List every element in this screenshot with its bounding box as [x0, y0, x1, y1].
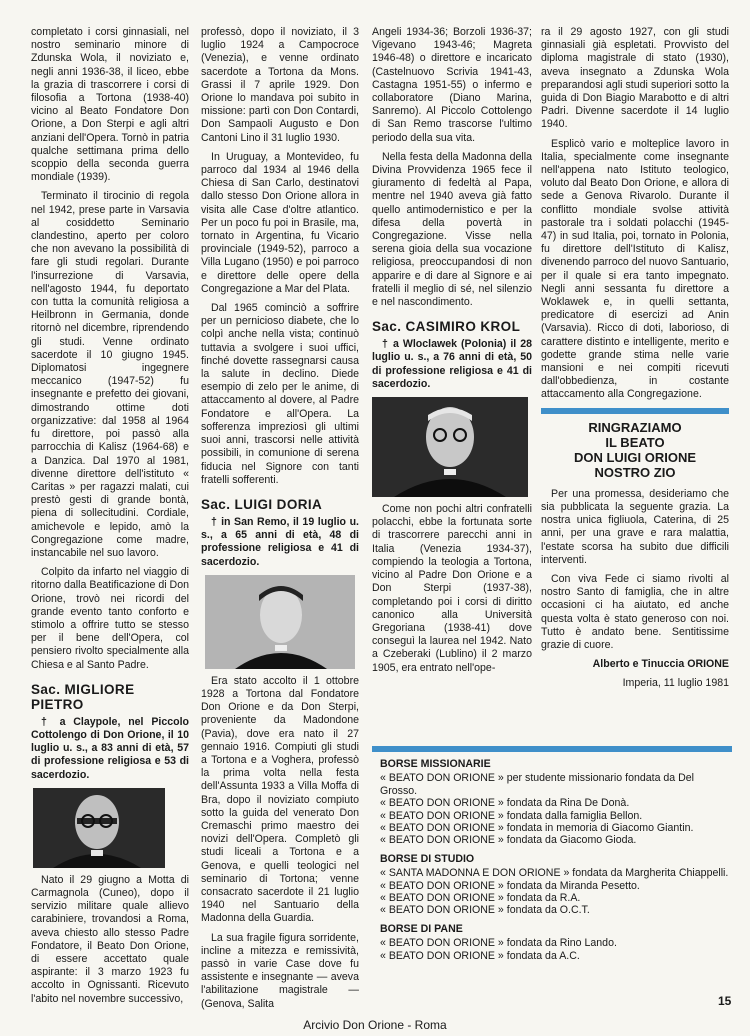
paragraph: Terminato il tirocinio di regola nel 1942, prese parte in Varsavia al cosiddetto Seminario clandestino, aperto per coloro che non avevano la possibilità di fare gli studi regolari. Durante l'insurrezione di Varsavia, nell'agosto 1944, fu deportato con tutta la comunità religiosa a Heilbronn in Germania, donde ritornò nel dicembre, riprendendo gli studi. Venne ordinato sacerdote il 10 giugno 1945. Diplomatosi ingegnere meccanico (1947-52) fu insegnante e prefetto dei giovani, dimostrando ottime doti organizzative: dal 1958 al 1964 fu direttore, poi passò alla parrocchia di Kalisz (1964-68) e a Danzica. Dal 1970 al 1981, divenne direttore dell'istituto « Caritas » per ragazzi malati, cui prestò gesti di grande bontà, piena di sollecitudini. Cordiale, amichevole e lepido, amò la Congregazione come madre, instancabile nel suo lavoro.: [31, 190, 189, 559]
divider-bar: [541, 408, 729, 414]
paragraph: Era stato accolto il 1 ottobre 1928 a Tortona dal Fondatore Don Orione e da Don Sterpi, proveniente da Madondone (Pavia), dove era nato il 27 gennaio 1916. Compiuti gli studi a Tortona e a Voghera, professò la prima volta nella festa dell'Assunta 1933 a Villa Moffa di Bra, dopo il noviziato compiuto sotto la guida del venerato Don Cremaschi primo maestro dei novizi dell'Opera. Completò gli studi liceali a Tortona e a Genova, e quelli teologici nel seminario di Tortona; venne consacrato sacerdote il 21 luglio 1940 nel Santuario della Madonna della Guardia.: [201, 674, 359, 925]
studio-list: [372, 867, 732, 917]
paragraph: In Uruguay, a Montevideo, fu parroco dal 1934 al 1946 della Chiesa di San Carlo, destinatovi dallo stesso Don Orione allora in visita alle Case d'oltre atlantico. Per un poco fu poi in Brasile, ma, tornato in Argentina, fu Vicario provinciale (1949-52), parroco a Villa Lugano (1950) e poi parroco e direttore delle opere della Congregazione a Mar del Plata.: [201, 150, 359, 295]
section-title: BORSE MISSIONARIE: [380, 758, 491, 770]
missionarie-list: [372, 772, 732, 846]
obituary-title: Sac. CASIMIRO KROL: [372, 319, 521, 335]
title-line: NOSTRO ZIO: [594, 464, 676, 480]
list-item: « SANTA MADONNA E DON ORIONE » fondata da Margherita Chiappelli.: [380, 867, 729, 880]
paragraph: Come non pochi altri confratelli polacchi, ebbe la fortunata sorte di trascorrere parecchi anni in Italia (Venezia 1934-37), compiendo la teologia a Tortona, vicino al Padre Don Orione e a Don Sterpi (1937-38), completando poi i corsi di diritto canonico alla Università Gregoriana (1938-41) dove conseguì la laurea nel 1942. Nato a Czeberaki (Lublino) il 2 marzo 1905, era entrato nell'ope-: [372, 503, 532, 674]
column-1: [31, 26, 189, 1012]
section-title: BORSE DI STUDIO: [380, 852, 475, 865]
obituary-death-notice: † in San Remo, il 19 luglio u. s., a 65 anni di età, 48 di professione religiosa e 41 di sacerdozio.: [201, 515, 359, 568]
thanksgiving-title: [541, 420, 729, 480]
list-item: « BEATO DON ORIONE » fondata dalla famiglia Bellon.: [380, 809, 643, 822]
divider-bar: [372, 746, 732, 752]
signature-place-date: Imperia, 11 luglio 1981: [622, 677, 729, 690]
portrait-photo: [33, 788, 165, 868]
section-title: BORSE DI PANE: [380, 922, 463, 935]
list-item: « BEATO DON ORIONE » per studente missionario fondata da Del Grosso.: [380, 772, 695, 797]
list-item: « BEATO DON ORIONE » fondata da Rina De Donà.: [380, 797, 630, 810]
column-2: [201, 26, 359, 1017]
list-item: « BEATO DON ORIONE » fondata da A.C.: [380, 949, 580, 962]
paragraph: Dal 1965 cominciò a soffrire per un pernicioso diabete, che lo colpì anche nella vista; continuò tuttavia a svolgere i suoi uffici, finché dovette rassegnarsi causa la salute in declino. Diede esempio di zelo per le anime, di attaccamento al dovere, al Padre Fondatore e all'Opera. La sofferenza impreziosì gli ultimi suoi anni, trascorsi nelle attività possibili, in comunione di serena fiducia nel Signore con tanti fratelli sofferenti.: [201, 302, 359, 486]
title-line: DON LUIGI ORIONE: [573, 449, 697, 465]
archive-footer: Arcivio Don Orione - Roma: [303, 1018, 447, 1032]
list-item: « BEATO DON ORIONE » fondata da R.A.: [380, 892, 581, 905]
paragraph: completato i corsi ginnasiali, nel nostro seminario minore di Zdunska Wola, il noviziato e, negli anni 1936-38, il liceo, ebbe la grazia di trascorrere i corsi di filosofia a Tortona (1938-40) vicino al Beato Fondatore Don Orione, a Don Sterpi e agli altri anziani dell'Opera. Tornò in patria qualche settimana prima dello scoppio della seconda guerra mondiale (1939).: [31, 26, 189, 184]
paragraph: Angeli 1934-36; Borzoli 1936-37; Vigevano 1943-46; Magreta 1946-48) o direttore e incaricato (Castelnuovo Scrivia 1941-43, Castagna 1951-55) o infermo e collaboratore (Diano Marina, Sanremo). Al Piccolo Cottolengo di San Remo trascorse l'ultimo periodo della sua vita.: [372, 26, 532, 144]
signature: Alberto e Tinuccia ORIONE: [592, 658, 729, 671]
paragraph: Nato il 29 giugno a Motta di Carmagnola (Cuneo), dopo il servizio militare quale allievo carabiniere, trovandosi a Roma, aveva chiesto allo stesso Padre Fondatore, il Beato Don Orione, di essere accettato quale aspirante: il 3 marzo 1923 fu accolto in Ognissanti. Ricevuto l'abito nel novembre successivo,: [31, 873, 189, 1005]
page-number: 15: [718, 994, 732, 1008]
list-item: « BEATO DON ORIONE » fondata da Miranda Pesetto.: [380, 879, 640, 892]
title-line: IL BEATO: [605, 434, 665, 450]
portrait-photo: [372, 397, 528, 497]
column-4: [541, 26, 729, 697]
column-3: [372, 26, 532, 681]
list-item: « BEATO DON ORIONE » fondata da Giacomo Gioda.: [380, 834, 637, 847]
pane-list: [372, 937, 732, 962]
paragraph: Con viva Fede ci siamo rivolti al nostro Santo di famiglia, che in altre occasioni ci ha aiutato, ed anche questa volta è stato generoso con noi. Tutto è andato bene. Sentitissime grazie di cuore.: [541, 572, 729, 651]
paragraph: Colpito da infarto nel viaggio di ritorno dalla Beatificazione di Don Orione, trovò nei ricordi del grande evento tanto conforto e stimolo a offrire tutto se stesso per il bene dell'Opera, col pensiero rivolto specialmente alla Chiesa e al Santo Padre.: [31, 566, 189, 671]
list-item: « BEATO DON ORIONE » fondata in memoria di Giacomo Giantin.: [380, 822, 694, 835]
obituary-title: Sac. MIGLIORE PIETRO: [31, 681, 135, 712]
paragraph: Nella festa della Madonna della Divina Provvidenza 1965 fece il giuramento di fedeltà al Papa, mentre nel 1940 aveva già fatto quello antimodernistico e per la difesa della povertà in Congregazione. Visse nella serena gioia della sua vocazione religiosa, preoccupandosi di non apparire e di dare al Signore e ai fratelli il meglio di sé, nel silenzio e nel nascondimento.: [372, 150, 532, 309]
borse-section: [372, 742, 732, 962]
portrait-photo: [205, 575, 355, 669]
paragraph: La sua fragile figura sorridente, incline a mitezza e remissività, passò in varie Case dove fu assistente e insegnante — aveva l'abilitazione magistrale — (Genova, Salita: [201, 931, 359, 1010]
paragraph: professò, dopo il noviziato, il 3 luglio 1924 a Campocroce (Venezia), e venne ordinato sacerdote a Tortona da Mons. Grassi il 7 aprile 1929. Don Orione lo mandava poi subito in missione: partì con Don Contardi, Don Sampaoli Augusto e Don Cantoni Lino il 31 luglio 1930.: [201, 26, 359, 144]
obituary-death-notice: † a Claypole, nel Piccolo Cottolengo di Don Orione, il 10 luglio u. s., a 83 anni di età, 57 di professione religiosa e 53 di sacerdozio.: [31, 715, 189, 781]
obituary-death-notice: † a Wloclawek (Polonia) il 28 luglio u. s., a 76 anni di età, 50 di professione religiosa e 41 di sacerdozio.: [372, 338, 532, 390]
paragraph: Per una promessa, desideriamo che sia pubblicata la seguente grazia. La nostra unica figliuola, Caterina, di 25 anni, per una grave e rara malattia, l'estate scorsa ha subito due difficili interventi.: [541, 487, 729, 566]
title-line: RINGRAZIAMO: [588, 419, 682, 435]
list-item: « BEATO DON ORIONE » fondata da O.C.T.: [380, 904, 590, 917]
paragraph: Esplicò vario e molteplice lavoro in Italia, specialmente come insegnante nell'appena nato Istituto teologico, voluto dal Beato Don Orione, e allora di sede a Genova Rivarolo. Durante il conflitto mondiale svolse attività pastorale tra i soldati polacchi (1945-47) in sud Italia, poi, tornato in Polonia, fu direttore dell'Istituto di Kalisz, divenendo parroco del nuovo Santuario, per il quale si era tanto impegnato. Negli anni sessanta fu direttore a Woklawek e, in quelli settanta, predicatore di esercizi ad Anin (Varsavia). Ricco di doti, laborioso, di carattere distinto e intelligente, merito e godette grande stima nelle varie mansioni e nei compiti ricevuti dall'obbedienza, in costante attaccamento alla Congregazione.: [541, 137, 729, 401]
paragraph: ra il 29 agosto 1927, con gli studi ginnasiali già espletati. Provvisto del diploma magistrale di stato (1930), aveva insegnato a Zdunska Wola preparandosi agli studi superiori sotto la guida di Don Biagio Marabotto e di altri Padri. Divenne sacerdote il 14 luglio 1940.: [541, 26, 729, 131]
list-item: « BEATO DON ORIONE » fondata da Rino Lando.: [380, 937, 617, 950]
obituary-title: Sac. LUIGI DORIA: [201, 496, 323, 512]
